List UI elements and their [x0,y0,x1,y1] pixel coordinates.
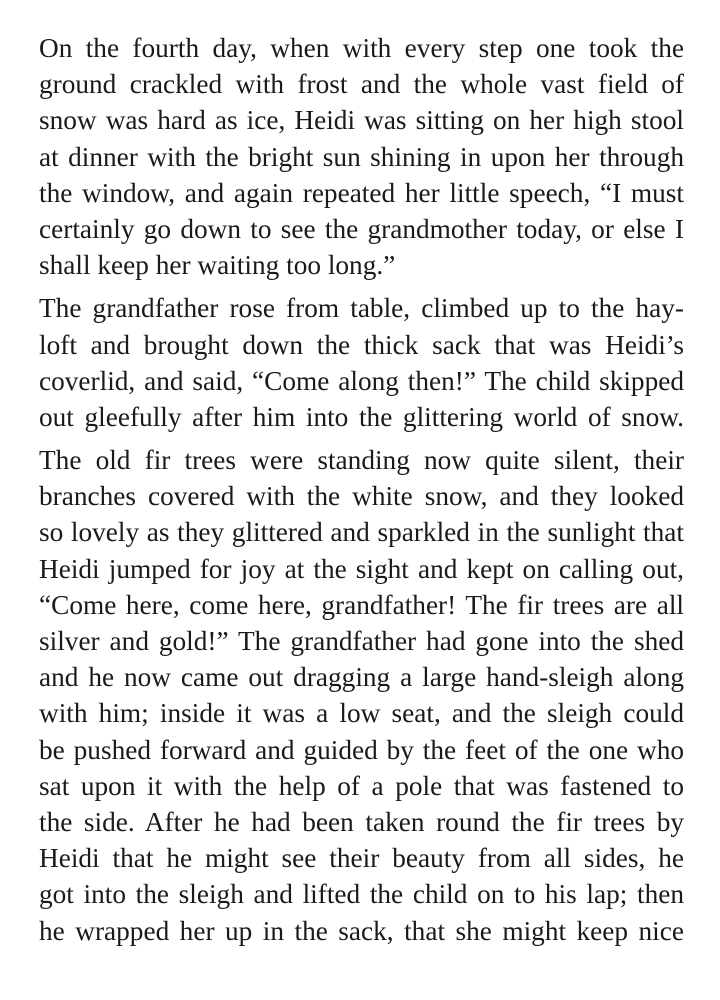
text-line: the window, and again repeated her little speech, “I must [39,177,684,208]
text-line: the side. After he had been taken round the fir trees by [39,806,684,837]
text-line: The grandfather rose from table, climbed up to the hay- [39,293,684,324]
text-line: so lovely as they glittered and sparkled in the sunlight that [39,517,684,548]
text-line: branches covered with the white snow, and they looked [39,481,684,512]
paragraph-spacer [39,435,684,442]
text-line: On the fourth day, when with every step one took the [39,33,684,63]
text-line: loft and brought down the thick sack that was Heidi’s [39,329,684,360]
book-page [39,30,684,949]
paragraph-1 [39,30,684,283]
text-line: at dinner with the bright sun shining in upon her through [39,141,684,172]
text-line: snow was hard as ice, Heidi was sitting on her high stool [39,105,684,136]
text-line: silver and gold!” The grandfather had gone into the shed [39,626,684,656]
text-line: out gleefully after him into the glittering world of snow. [39,401,684,432]
text-line: sat upon it with the help of a pole that was fastened to [39,770,684,801]
text-line: be pushed forward and guided by the feet of the one who [39,734,684,765]
paragraph-spacer [39,283,684,290]
text-line: certainly go down to see the grandmother today, or else I [39,213,684,244]
text-line: Heidi that he might see their beauty from all sides, he [39,843,684,874]
text-line: he wrapped her up in the sack, that she might keep nice [39,915,684,946]
text-line: ground crackled with frost and the whole vast field of [39,69,684,100]
text-line: shall keep her waiting too long.” [39,250,396,281]
text-line: with him; inside it was a low seat, and the sleigh could [39,698,684,729]
paragraph-3 [39,442,684,949]
text-line: Heidi jumped for joy at the sight and kept on calling out, [39,553,684,584]
paragraph-2 [39,290,684,435]
text-line: coverlid, and said, “Come along then!” The child skipped [39,365,684,396]
text-line: got into the sleigh and lifted the child on to his lap; then [39,879,684,910]
text-line: and he now came out dragging a large hand-sleigh along [39,662,684,693]
text-line: “Come here, come here, grandfather! The fir trees are all [39,589,684,620]
text-line: The old fir trees were standing now quite silent, their [39,445,684,476]
